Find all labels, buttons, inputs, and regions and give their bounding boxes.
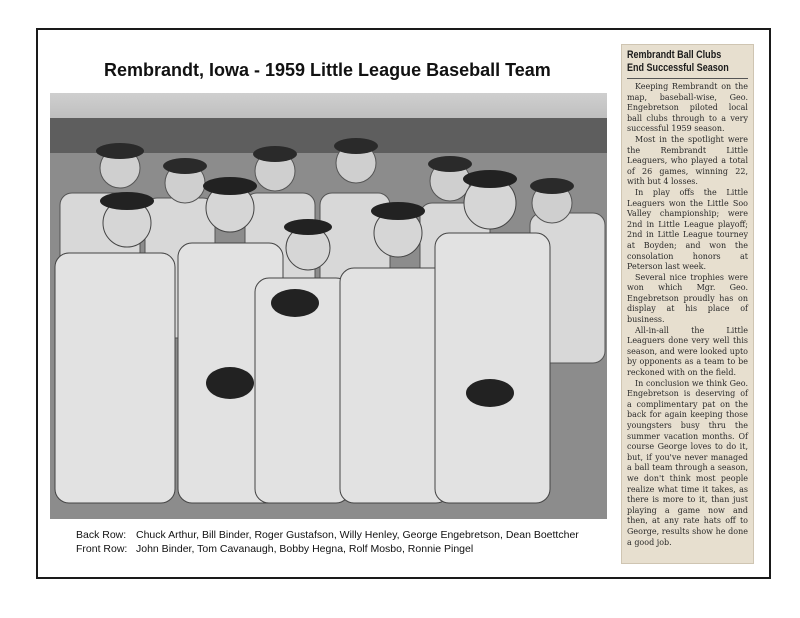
front-row-label: Front Row:: [76, 543, 128, 555]
back-row-names: Chuck Arthur, Bill Binder, Roger Gustafson, Willy Henley, George Engebretson, Dean Boettcher: [136, 529, 579, 541]
team-photo: [50, 93, 607, 519]
photo-captions: [76, 528, 579, 556]
clipping-body: [627, 82, 748, 548]
clipping-paragraph: In conclusion we think Geo. Engebretson is deserving of a complimentary pat on the back for again keeping those youngsters busy thru the summer vacation months. Of course George loves to do it, but, if you've never managed a ball team through a season, we don't think most people realize what time it takes, as there is more to it, than just playing a game now and then, at any rate hats off to George, results show he done a good job.: [627, 378, 748, 547]
clipping-paragraph: All-in-all the Little Leaguers done very well this season, and were looked upto by opponents as a team to be reckoned with on the field.: [627, 325, 748, 378]
clipping-divider: [627, 78, 748, 79]
clipping-paragraph: Several nice trophies were won which Mgr. Geo. Engebretson proudly has on display at his place of business.: [627, 272, 748, 325]
back-row-caption: [76, 528, 579, 542]
page-title: Rembrandt, Iowa - 1959 Little League Baseball Team: [104, 60, 551, 80]
clipping-paragraph: In play offs the Little Leaguers won the Little Soo Valley championship; were 2nd in Little League playoff; 2nd in Little League tourney at Boyden; and won the consolation honors at Peterson last week.: [627, 187, 748, 272]
clipping-paragraph: Most in the spotlight were the Rembrandt Little Leaguers, who played a total of 26 games, winning 22, with but 4 losses.: [627, 134, 748, 187]
back-row-label: Back Row:: [76, 529, 127, 541]
clipping-paragraph: Keeping Rembrandt on the map, baseball-wise, Geo. Engebretson piloted local ball clubs through to a very successful 1959 season.: [627, 82, 748, 134]
front-row-caption: [76, 542, 579, 556]
clipping-headline-1: Rembrandt Ball Clubs: [627, 49, 722, 61]
newspaper-clipping: [621, 44, 754, 564]
front-row-names: John Binder, Tom Cavanaugh, Bobby Hegna, Rolf Mosbo, Ronnie Pingel: [136, 543, 474, 555]
clipping-headline-2: End Successful Season: [627, 62, 729, 74]
team-photo-icon: [50, 93, 607, 519]
